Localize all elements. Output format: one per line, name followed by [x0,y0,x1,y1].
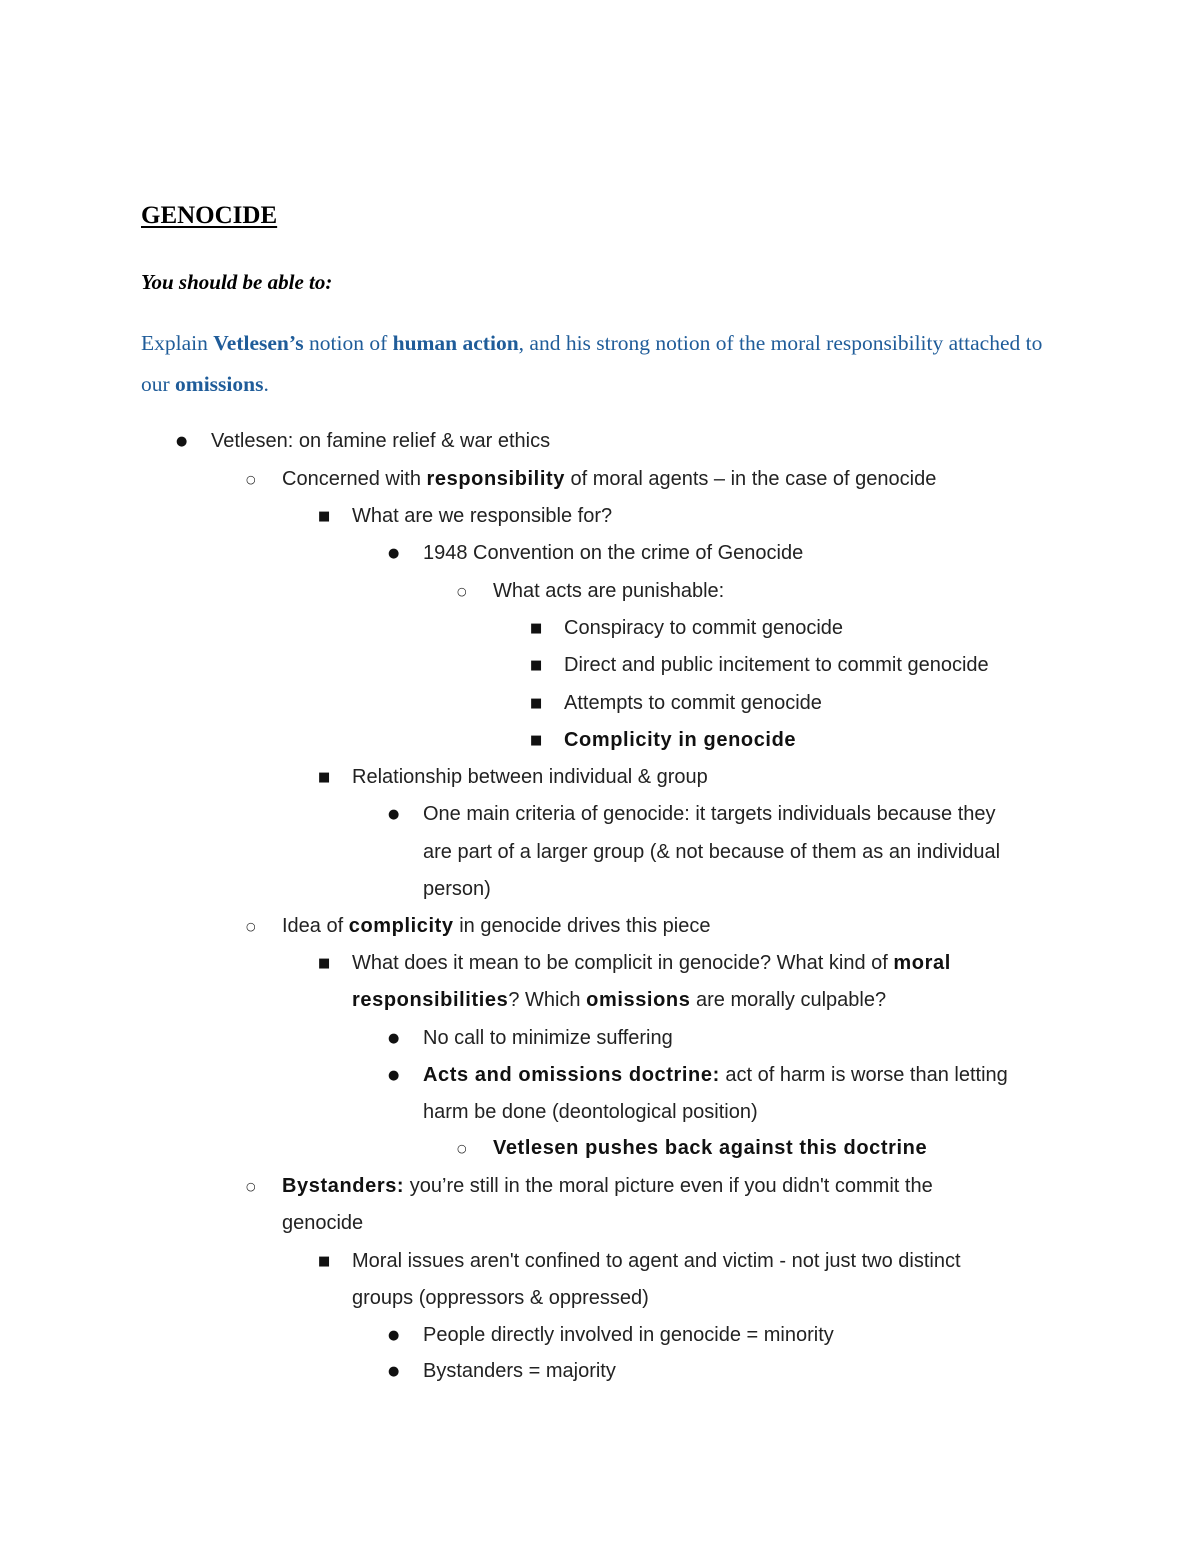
emphasized-term: moral [893,952,951,974]
line-text: Moral issues aren't confined to agent and victim - not just two distinct [352,1250,961,1272]
line-text: person) [423,878,491,900]
line-text: act of harm is worse than letting [719,1064,1008,1086]
emphasized-term: responsibilities [352,989,509,1011]
objective-text-4: . [263,371,269,396]
learning-objective [141,323,1061,404]
outline-line [423,1094,758,1131]
outline-line [423,1353,616,1390]
line-text: of moral agents – in the case of genocide [564,468,937,490]
circle-bullet-icon: ○ [457,585,467,598]
line-text: Vetlesen: on famine relief & war ethics [211,430,551,452]
line-text: Direct and public incitement to commit genocide [564,654,989,676]
line-text: ? Which [508,989,587,1011]
line-text: groups (oppressors & oppressed) [352,1287,649,1309]
disc-bullet-icon: ● [388,1031,400,1046]
outline-line [423,1317,834,1354]
emphasized-term: Acts and omissions doctrine: [423,1064,720,1086]
square-bullet-icon: ■ [530,696,543,711]
disc-bullet-icon: ● [388,807,400,822]
line-text: What are we responsible for? [352,505,613,527]
line-text: you’re still in the moral picture even if you didn't commit the [404,1175,933,1197]
objective-text-1: Explain [141,331,214,355]
circle-bullet-icon: ○ [246,1180,256,1193]
emphasized-term: Vetlesen pushes back against this doctrine [493,1137,928,1159]
objective-text-2: notion of [303,331,393,355]
outline-line [282,908,710,945]
circle-bullet-icon: ○ [457,1142,467,1155]
outline-line [564,647,989,684]
line-text: genocide [282,1212,364,1234]
emphasized-term: responsibility [426,468,565,490]
outline-line [423,871,491,908]
emphasized-term: Bystanders: [282,1175,405,1197]
outline-line [423,1057,1008,1094]
objective-term-vetlesen: Vetlesen’s [213,331,304,355]
outline-line [564,610,843,647]
outline-line [564,685,822,722]
outline-line [352,498,612,535]
line-text: What does it mean to be complicit in genocide? What kind of [352,952,894,974]
line-text: What acts are punishable: [493,580,725,602]
outline-line [352,982,886,1019]
disc-bullet-icon: ● [388,546,400,561]
square-bullet-icon: ■ [530,733,543,748]
line-text: harm be done (deontological position) [423,1101,758,1123]
square-bullet-icon: ■ [530,658,543,673]
outline-line [352,945,951,982]
line-text: Relationship between individual & group [352,766,708,788]
outline-line [423,834,1000,871]
line-text: in genocide drives this piece [453,915,711,937]
line-text: No call to minimize suffering [423,1027,673,1049]
emphasized-term: complicity [348,915,454,937]
outline-line [352,1280,649,1317]
disc-bullet-icon: ● [388,1364,400,1379]
line-text: Attempts to commit genocide [564,692,822,714]
line-text: Bystanders = majority [423,1360,616,1382]
outline-line [493,573,724,610]
line-text: Conspiracy to commit genocide [564,617,844,639]
square-bullet-icon: ■ [318,1254,331,1269]
square-bullet-icon: ■ [318,770,331,785]
line-text: People directly involved in genocide = minority [423,1324,834,1346]
line-text: are morally culpable? [690,989,887,1011]
emphasized-term: Complicity in genocide [564,729,797,751]
line-text: Concerned with [282,468,427,490]
disc-bullet-icon: ● [388,1068,400,1083]
circle-bullet-icon: ○ [246,920,256,933]
outline-line [493,1130,927,1167]
outline-line [352,759,708,796]
objective-term-human-action: human action [392,331,519,355]
square-bullet-icon: ■ [530,621,543,636]
line-text: are part of a larger group (& not because of them as an individual [423,841,1001,863]
objective-text-3: , and his strong notion of the moral responsibility attached to our [141,331,1043,396]
disc-bullet-icon: ● [176,434,188,449]
line-text: Idea of [282,915,349,937]
learning-goal-heading: You should be able to: [141,270,333,294]
outline-line [423,796,996,833]
outline-line [282,1205,363,1242]
disc-bullet-icon: ● [388,1328,400,1343]
page-title: GENOCIDE [141,202,278,229]
square-bullet-icon: ■ [318,509,331,524]
outline-line [282,461,936,498]
outline-line [423,1020,673,1057]
outline-line [564,722,796,759]
outline-line [211,423,550,460]
emphasized-term: omissions [586,989,691,1011]
outline-line [352,1243,961,1280]
square-bullet-icon: ■ [318,956,331,971]
circle-bullet-icon: ○ [246,473,256,486]
outline-line [423,535,803,572]
outline-line [282,1168,933,1205]
line-text: One main criteria of genocide: it targets individuals because they [423,803,996,825]
line-text: 1948 Convention on the crime of Genocide [423,542,804,564]
objective-term-omissions: omissions [175,371,264,396]
